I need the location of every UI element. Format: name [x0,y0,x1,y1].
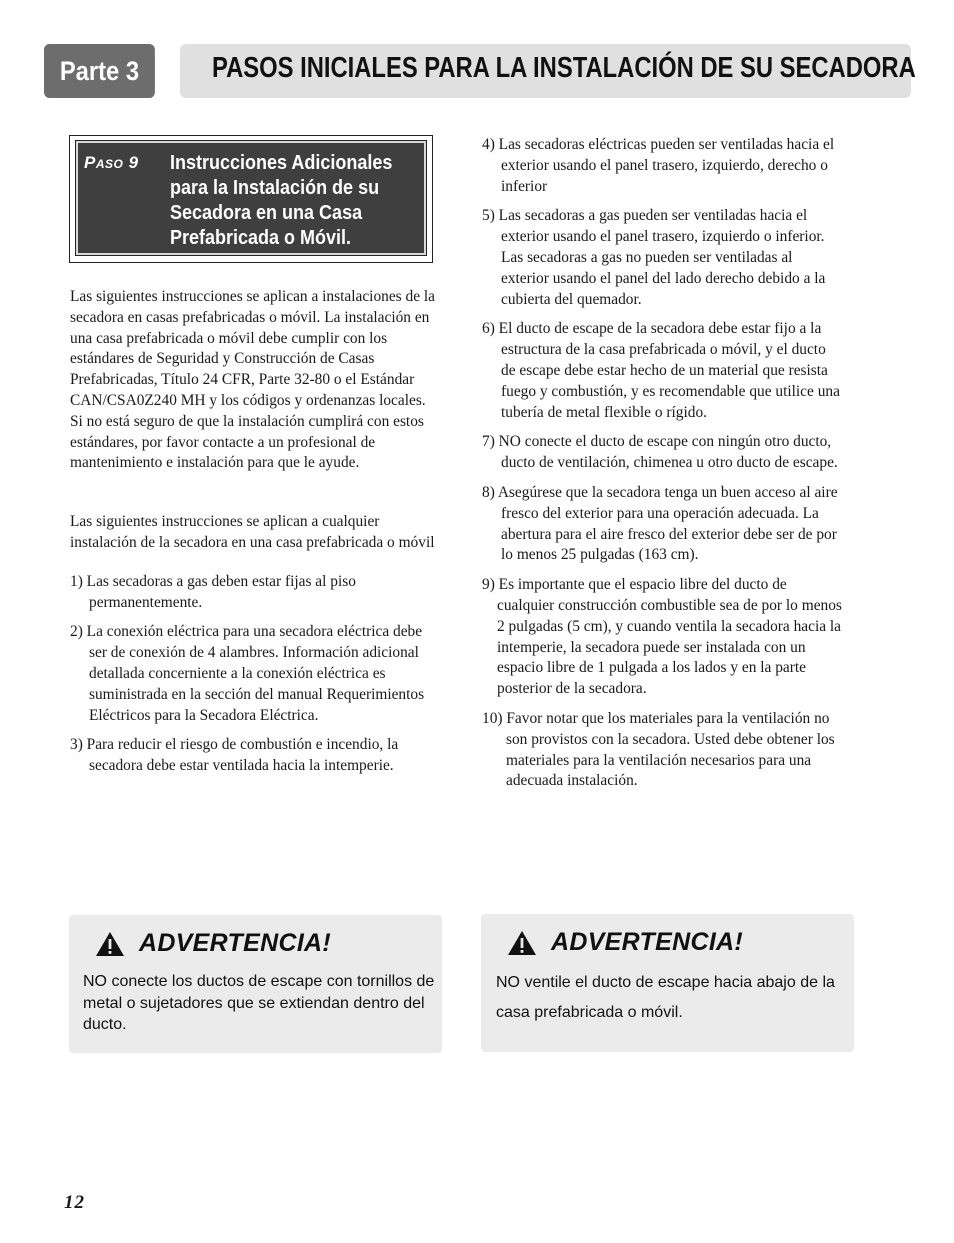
warning-header [507,928,743,957]
right-column [482,135,842,792]
step-box [69,135,433,263]
list-item: 2) La conexión eléctrica para una secadora eléctrica debe ser de conexión de 4 alambres. Información adicional detallada concerniente a la conexión eléctrica es suministrada en la sección del manual Requerimientos Eléctricos para la Secadora Eléctrica. [70,623,425,724]
list-item: 6) El ducto de escape de la secadora debe estar fijo a la estructura de la casa prefabricada o móvil, y el ducto de escape debe estar hecho de un material que resista fuego y combustión, y es recomendable que utilice una tubería de metal flexible o rígido. [482,320,840,421]
intro-paragraph-2: Las siguientes instrucciones se aplican a cualquier instalación de la secadora en una casa prefabricada o móvil [70,513,435,551]
intro-paragraph: Las siguientes instrucciones se aplican a instalaciones de la secadora en casas prefabricadas o móvil. La instalación en una casa prefabricada o móvil debe cumplir con los estándares de Seguridad y Construcción de Casas Prefabricadas, Título 24 CFR, Parte 32-80 o el Estándar CAN/CSA0Z240 MH y los códigos y ordenanzas locales. Si no está seguro de que la instalación cumplirá con estos estándares, por favor contacte a un profesional de mantenimiento e instalación para que le ayude. [70,288,435,472]
list-item: 7) NO conecte el ducto de escape con ningún otro ducto, ducto de ventilación, chimenea u otro ducto de escape. [482,433,838,472]
step-title: Instrucciones Adicionales para la Instalación de su Secadora en una Casa Prefabricada o Móvil. [170,152,393,249]
step-box-inner [76,141,426,255]
warning-triangle-icon [507,930,537,956]
list-item: 1) Las secadoras a gas deben estar fijas al piso permanentemente. [70,572,356,611]
warning-text: NO ventile el ducto de escape hacia abajo de la casa prefabricada o móvil. [496,974,835,1021]
page-number: 12 [64,1192,85,1213]
list-item: 3) Para reducir el riesgo de combustión e incendio, la secadora debe estar ventilada hacia la intemperie. [70,736,399,775]
list-item: 9) Es importante que el espacio libre del ducto de cualquier construcción combustible sea de por lo menos 2 pulgadas (5 cm), y cuando ventila la secadora hacia la intemperie, la secadora puede ser instalada con un espacio libre de 1 pulgada a los lados y en la parte posterior de la secadora. [482,576,842,698]
warning-header [95,929,331,958]
list-item: 8) Asegúrese que la secadora tenga un buen acceso al aire fresco del exterior para una operación adecuada. La abertura para el aire fresco del exterior debe ser de por lo menos 25 pulgadas (163 cm). [482,483,838,564]
warning-title: ADVERTENCIA! [139,929,332,957]
warning-title: ADVERTENCIA! [551,928,744,956]
step-label: Paso 9 [84,153,139,172]
list-item: 4) Las secadoras eléctricas pueden ser ventiladas hacia el exterior usando el panel trasero, izquierdo, derecho o inferior [482,136,835,195]
list-item: 10) Favor notar que los materiales para la ventilación no son provistos con la secadora. Usted debe obtener los materiales para la ventilación necesarios para una adecuada instalación. [482,709,835,790]
warning-box [481,914,854,1052]
left-column [70,287,436,777]
warning-triangle-icon [95,931,125,957]
warning-text: NO conecte los ductos de escape con tornillos de metal o sujetadores que se extiendan dentro del ducto. [83,973,435,1033]
page-title: PASOS INICIALES PARA LA INSTALACIÓN DE SU SECADORA [212,52,916,84]
page-title-bar [180,44,916,98]
warning-box [69,915,442,1053]
list-item: 5) Las secadoras a gas pueden ser ventiladas hacia el exterior usando el panel trasero, izquierdo o inferior. Las secadoras a gas no pueden ser ventiladas al exterior usando el panel del lado derecho debido a la cubierta del quemador. [482,207,826,308]
part-label: Parte 3 [44,44,155,98]
